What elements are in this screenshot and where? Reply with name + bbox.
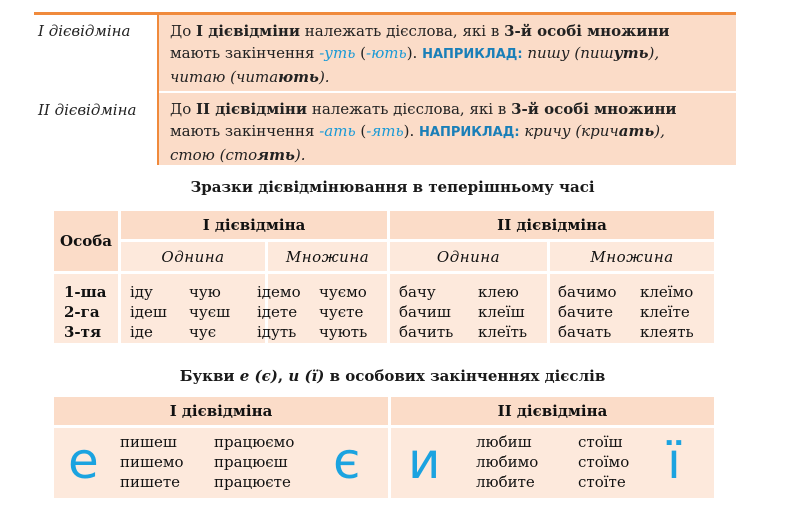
g1-singular-col-b — [189, 282, 230, 342]
letters-g2-col-b — [578, 432, 629, 492]
letters-g1-col-a — [120, 432, 184, 492]
word: клеїть — [478, 323, 528, 341]
definition-text-1: До I дієвідміни належать дієслова, які в 3-й особі множини мають закінчення -уть (-ють). НАПРИКЛАД: пишу (пишуть), читаю (читають). — [170, 22, 670, 86]
word: клеїте — [640, 303, 690, 321]
g1-plural-col-a — [257, 282, 301, 342]
word: пишемо — [120, 453, 184, 471]
definitions-row-gap — [159, 91, 736, 93]
conjugation-title: Зразки дієвідмінювання в теперішньому часі — [190, 178, 595, 196]
word: працюємо — [214, 433, 295, 451]
definition-text-2: До II дієвідміни належать дієслова, які в 3-й особі множини мають закінчення -ать (-ять). НАПРИКЛАД: кричу (кричать), стою (стоять). — [170, 100, 677, 164]
word: стоїш — [578, 433, 623, 451]
word: любимо — [476, 453, 539, 471]
g1-singular-header: Однина — [121, 242, 265, 271]
g1-singular-col-a — [130, 282, 167, 342]
word: любите — [476, 473, 535, 491]
word: бачать — [558, 323, 612, 341]
person-list — [64, 282, 107, 342]
definition-label-2: II дієвідміна — [38, 101, 137, 119]
word: бачите — [558, 303, 614, 321]
person-3: 3-тя — [64, 323, 102, 341]
g2-singular-header: Однина — [390, 242, 547, 271]
word: іде — [130, 323, 153, 341]
letters-g2-col-a — [476, 432, 538, 492]
definition-label-1: I дієвідміна — [38, 22, 131, 40]
definitions-divider — [157, 15, 159, 165]
group2-header: II дієвідміна — [390, 211, 714, 239]
word: любиш — [476, 433, 532, 451]
g1-plural-col-b — [319, 282, 367, 342]
g1-plural-header: Множина — [268, 242, 387, 271]
word: клеїмо — [640, 283, 694, 301]
word: стоїмо — [578, 453, 630, 471]
word: пишете — [120, 473, 180, 491]
word: клеїш — [478, 303, 525, 321]
group1-header: I дієвідміна — [121, 211, 387, 239]
person-2: 2-га — [64, 303, 100, 321]
word: бачить — [399, 323, 454, 341]
word: клею — [478, 283, 519, 301]
word: бачиш — [399, 303, 451, 321]
g2-singular-col-a — [399, 282, 453, 342]
person-header: Особа — [54, 211, 118, 271]
word: пишеш — [120, 433, 177, 451]
letter-y: и — [408, 432, 441, 490]
word: ідете — [257, 303, 298, 321]
word: працюєш — [214, 453, 288, 471]
word: працюєте — [214, 473, 291, 491]
word: бачу — [399, 283, 436, 301]
word: чую — [189, 283, 221, 301]
word: ідемо — [257, 283, 301, 301]
word: чують — [319, 323, 368, 341]
letter-e: е — [68, 432, 99, 490]
letters-title: Букви е (є), и (ї) в особових закінченнях дієслів — [179, 367, 606, 385]
letter-ye: є — [333, 432, 361, 490]
g2-plural-header: Множина — [550, 242, 714, 271]
word: чуєте — [319, 303, 364, 321]
letters-g1-col-b — [214, 432, 294, 492]
g2-plural-col-a — [558, 282, 617, 342]
person-1: 1-ша — [64, 283, 107, 301]
g2-plural-col-b — [640, 282, 694, 342]
letters-group1-header: I дієвідміна — [54, 397, 388, 425]
word: бачимо — [558, 283, 617, 301]
word: чуєш — [189, 303, 231, 321]
word: стоїте — [578, 473, 626, 491]
word: чує — [189, 323, 217, 341]
word: іду — [130, 283, 153, 301]
letters-group2-header: II дієвідміна — [391, 397, 714, 425]
word: ідеш — [130, 303, 167, 321]
word: ідуть — [257, 323, 297, 341]
letter-yi: ї — [667, 432, 681, 490]
g2-singular-col-b — [478, 282, 527, 342]
word: чуємо — [319, 283, 367, 301]
word: клеять — [640, 323, 694, 341]
